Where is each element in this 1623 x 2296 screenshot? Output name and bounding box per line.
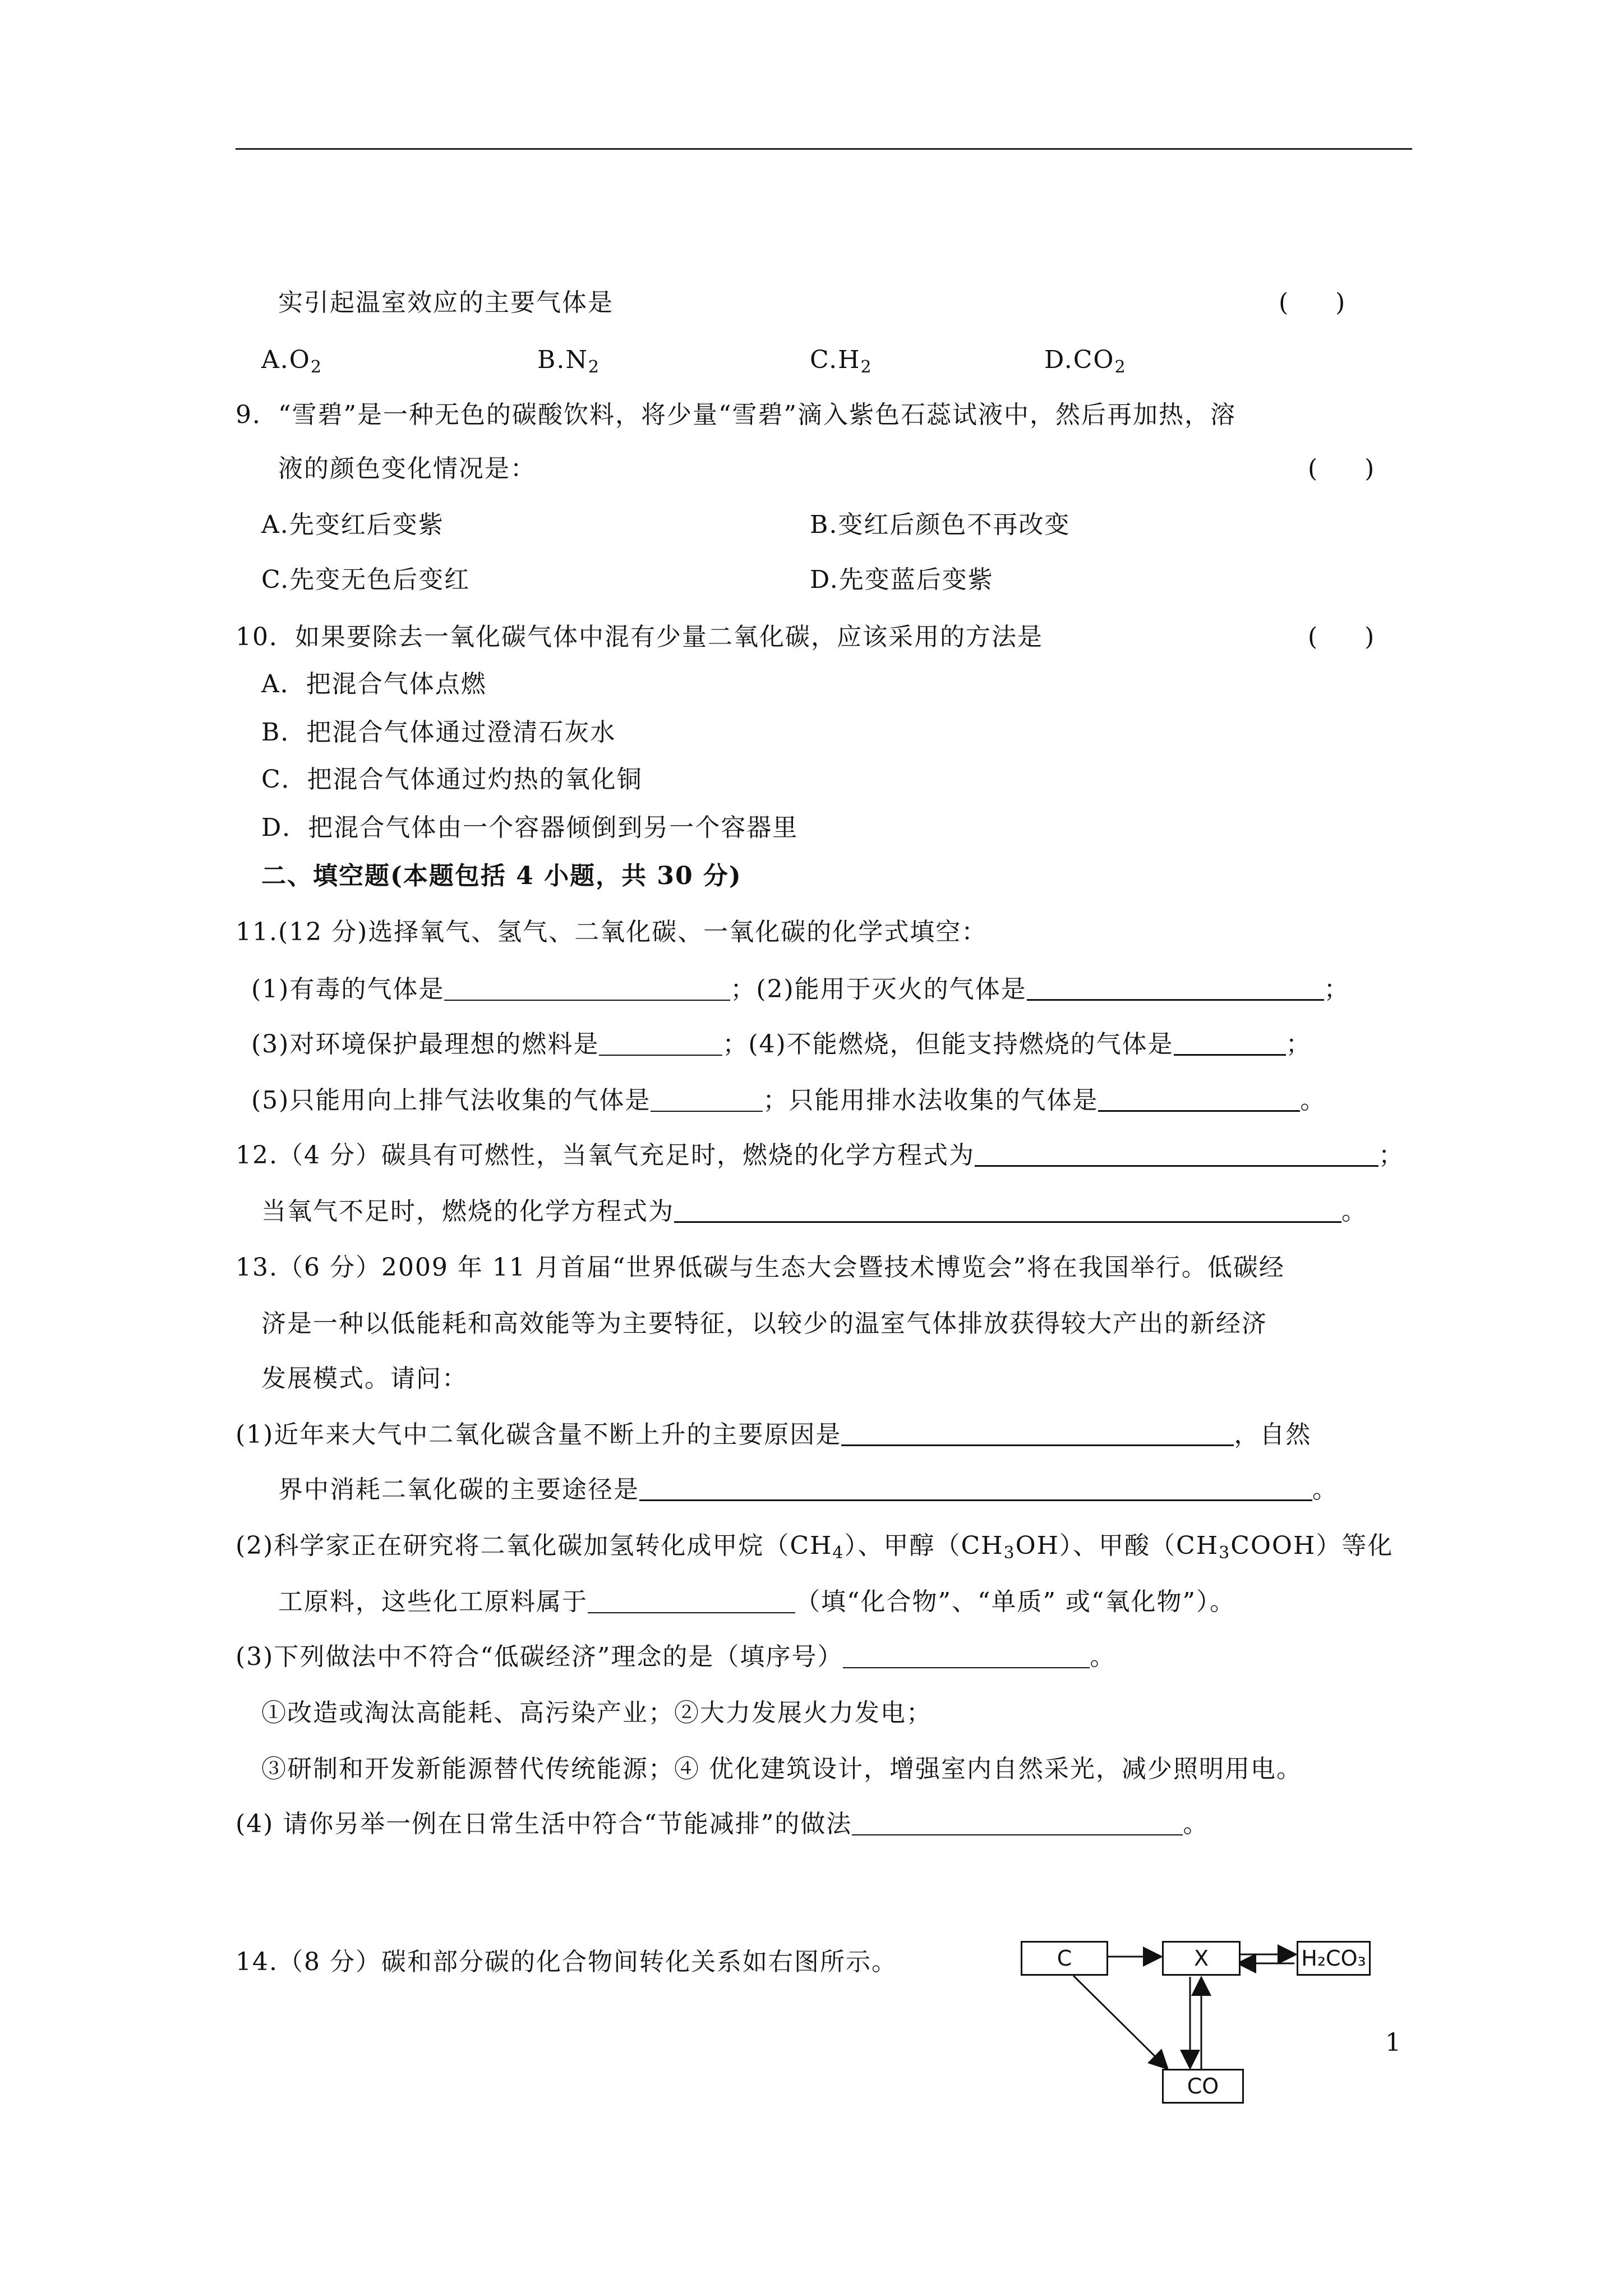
q10-option-a: A．把混合气体点燃 [261, 670, 487, 698]
q11-blank1[interactable] [444, 975, 730, 1001]
q8-option-d: $D.CO_2$ [1044, 346, 1127, 377]
section2-heading: 二、填空题(本题包括 4 小题，共 30 分) [261, 862, 742, 890]
q10-stem: 10．如果要除去一氧化碳气体中混有少量二氧化碳，应该采用的方法是 [236, 623, 1043, 651]
q13-sub2-line1: (2)科学家正在研究将二氧化碳加氢转化成甲烷$(CH_4)$、甲醇$(CH_3OH)$、甲酸$(CH_3COOH)$等化 [236, 1531, 1394, 1563]
q8-answer-paren[interactable]: ( ) [1279, 288, 1345, 317]
q10-option-c: C．把混合气体通过灼热的氧化铜 [261, 765, 643, 794]
q9-stem-line1: 9．“雪碧”是一种无色的碳酸饮料，将少量“雪碧”滴入紫色石蕊试液中，然后再加热，溶 [236, 401, 1236, 429]
q9-option-d: D.先变蓝后变紫 [810, 565, 994, 594]
q13-blank1[interactable] [841, 1420, 1234, 1446]
q9-option-a: A.先变红后变紫 [261, 510, 444, 539]
q11-blank4[interactable] [1174, 1029, 1286, 1056]
q13-blank4[interactable] [843, 1642, 1090, 1668]
q11-stem: 11.(12 分)选择氧气、氢气、二氧化碳、一氧化碳的化学式填空： [236, 918, 988, 946]
q11-row1: (1)有毒的气体是 ；(2)能用于灭火的气体是 ； [251, 975, 1350, 1004]
q13-sub2-line2: 工原料，这些化工原料属于 （填“化合物”、“单质” 或“氧化物”）。 [278, 1588, 1235, 1616]
q11-blank2[interactable] [1027, 974, 1324, 1001]
q10-option-d: D．把混合气体由一个容器倾倒到另一个容器里 [261, 813, 799, 842]
q12-blank1[interactable] [975, 1140, 1378, 1167]
q13-blank3[interactable] [588, 1588, 795, 1613]
q13-blank5[interactable] [852, 1810, 1183, 1835]
q13-sub3: (3)下列做法中不符合“低碳经济”理念的是（填序号） 。 [236, 1642, 1116, 1671]
q13-blank2[interactable] [639, 1475, 1312, 1501]
q11-row3: (5)只能用向上排气法收集的气体是 ；只能用排水法收集的气体是 。 [251, 1086, 1326, 1115]
q13-sub1-line2: 界中消耗二氧化碳的主要途径是 。 [278, 1475, 1338, 1504]
q11-row2: (3)对环境保护最理想的燃料是 ；(4)不能燃烧，但能支持燃烧的气体是 ； [251, 1030, 1312, 1059]
carbon-conversion-diagram [1021, 1941, 1380, 2104]
q12-blank2[interactable] [674, 1197, 1341, 1223]
diagram-box-c: C [1021, 1941, 1108, 1976]
q9-answer-paren[interactable]: ( ) [1308, 454, 1375, 483]
q13-line3: 发展模式。请问： [261, 1364, 468, 1393]
q13-sub1-line1: (1)近年来大气中二氧化碳含量不断上升的主要原因是 ，自然 [236, 1420, 1312, 1449]
q12-line2: 当氧气不足时，燃烧的化学方程式为 。 [261, 1197, 1367, 1226]
q13-sub4: (4) 请你另举一例在日常生活中符合“节能减排”的做法 。 [236, 1810, 1209, 1838]
q13-sub3-items1: ①改造或淘汰高能耗、高污染产业；②大力发展火力发电； [261, 1699, 932, 1727]
q9-option-b: B.变红后颜色不再改变 [810, 510, 1071, 539]
q8-option-b: $B.N_2$ [537, 346, 600, 377]
page-number: 1 [1385, 2028, 1401, 2057]
q14-stem: 14.（8 分）碳和部分碳的化合物间转化关系如右图所示。 [236, 1948, 897, 1976]
q13-line2: 济是一种以低能耗和高效能等为主要特征，以较少的温室气体排放获得较大产出的新经济 [261, 1309, 1267, 1338]
q8-option-a: $A.O_2$ [261, 346, 322, 377]
q8-stem: 实引起温室效应的主要气体是 [278, 288, 614, 317]
q8-option-c: $C.H_2$ [810, 346, 873, 377]
q10-option-b: B．把混合气体通过澄清石灰水 [261, 718, 616, 747]
q13-sub3-items2: ③研制和开发新能源替代传统能源；④ 优化建筑设计，增强室内自然采光，减少照明用电。 [261, 1755, 1302, 1783]
q11-blank3[interactable] [599, 1030, 722, 1056]
q9-option-c: C.先变无色后变红 [261, 565, 471, 594]
q10-answer-paren[interactable]: ( ) [1308, 623, 1375, 651]
q9-stem-line2: 液的颜色变化情况是： [278, 454, 536, 483]
q13-line1: 13.（6 分）2009 年 11 月首届“世界低碳与生态大会暨技术博览会”将在我国举行。低碳经 [236, 1253, 1285, 1282]
q11-blank5[interactable] [651, 1086, 763, 1112]
diagram-box-co: CO [1162, 2069, 1244, 2104]
header-rule [236, 148, 1412, 150]
diagram-box-x: X [1162, 1941, 1241, 1976]
q11-blank6[interactable] [1098, 1085, 1300, 1112]
diagram-box-h2co3: H₂CO₃ [1297, 1941, 1371, 1976]
q12-line1: 12.（4 分）碳具有可燃性，当氧气充足时，燃烧的化学方程式为 ； [236, 1141, 1404, 1170]
arrow-c-to-co [1073, 1976, 1166, 2068]
